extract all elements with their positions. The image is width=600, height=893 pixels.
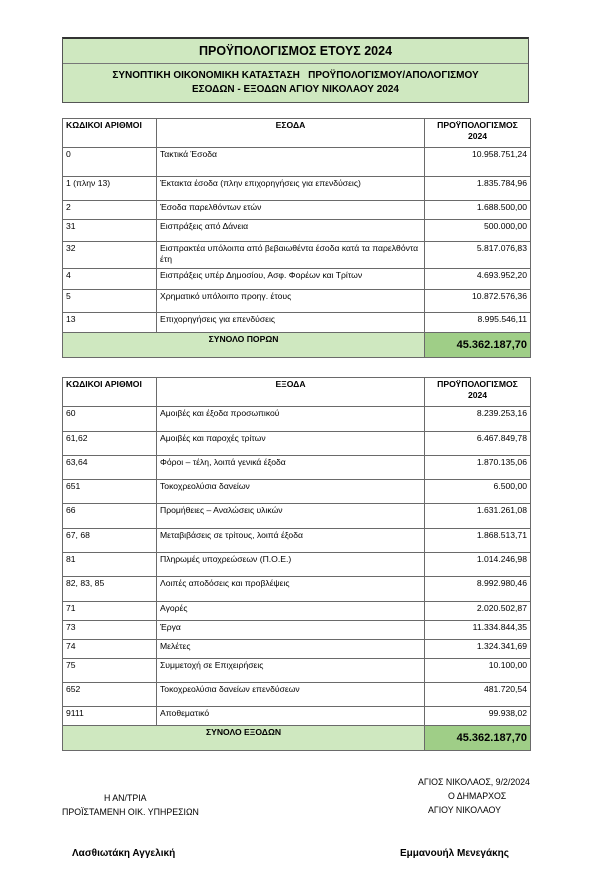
header-code: ΚΩΔΙΚΟΙ ΑΡΙΘΜΟΙ (63, 119, 157, 148)
row-value: 5.817.076,83 (425, 242, 531, 269)
row-description: Συμμετοχή σε Επιχειρήσεις (157, 659, 425, 683)
table-row (63, 504, 531, 529)
row-description: Φόροι – τέλη, λοιπά γενικά έξοδα (157, 456, 425, 480)
row-description: Αμοιβές και έξοδα προσωπικού (157, 407, 425, 432)
row-value: 8.992.980,46 (425, 577, 531, 602)
revenue-table (62, 118, 531, 358)
row-value: 10.872.576,36 (425, 290, 531, 313)
table-row (63, 456, 531, 480)
row-code: 60 (63, 407, 157, 432)
row-description: Λοιπές αποδόσεις και προβλέψεις (157, 577, 425, 602)
row-code: 5 (63, 290, 157, 313)
table-row (63, 707, 531, 726)
table-header-row (63, 378, 531, 407)
row-description: Επιχορηγήσεις για επενδύσεις (157, 313, 425, 333)
row-value: 481.720,54 (425, 683, 531, 707)
table-row (63, 269, 531, 290)
row-code: 67, 68 (63, 529, 157, 553)
row-description: Προμήθειες – Αναλώσεις υλικών (157, 504, 425, 529)
table-row (63, 148, 531, 177)
official-title-2: ΠΡΟΪΣΤΑΜΕΝΗ ΟΙΚ. ΥΠΗΡΕΣΙΩΝ (62, 807, 199, 817)
place-date: ΑΓΙΟΣ ΝΙΚΟΛΑΟΣ, 9/2/2024 (418, 777, 530, 787)
row-value: 11.334.844,35 (425, 621, 531, 640)
row-code: 4 (63, 269, 157, 290)
row-description: Έκτακτα έσοδα (πλην επιχορηγήσεις για επενδύσεις) (157, 177, 425, 201)
row-value: 99.938,02 (425, 707, 531, 726)
table-row (63, 577, 531, 602)
table-row (63, 177, 531, 201)
row-code: 651 (63, 480, 157, 504)
row-code: 82, 83, 85 (63, 577, 157, 602)
table-row (63, 242, 531, 269)
row-description: Πληρωμές υποχρεώσεων (Π.Ο.Ε.) (157, 553, 425, 577)
row-code: 66 (63, 504, 157, 529)
row-code: 652 (63, 683, 157, 707)
row-value: 1.688.500,00 (425, 201, 531, 220)
row-value: 500.000,00 (425, 220, 531, 242)
mayor-title: Ο ΔΗΜΑΡΧΟΣ (448, 791, 507, 801)
row-value: 1.835.784,96 (425, 177, 531, 201)
row-value: 1.324.341,69 (425, 640, 531, 659)
table-row (63, 529, 531, 553)
subtitle-line-2: ΕΣΟΔΩΝ - ΕΞΟΔΩΝ ΑΓΙΟΥ ΝΙΚΟΛΑΟΥ 2024 (192, 84, 399, 95)
table-row (63, 683, 531, 707)
table-row (63, 407, 531, 432)
document-subtitle (63, 64, 528, 97)
table-row (63, 313, 531, 333)
row-value: 6.467.849,78 (425, 432, 531, 456)
row-value: 1.014.246,98 (425, 553, 531, 577)
total-value: 45.362.187,70 (425, 726, 531, 751)
header-description: ΕΣΟΔΑ (157, 119, 425, 148)
table-header-row (63, 119, 531, 148)
header-code: ΚΩΔΙΚΟΙ ΑΡΙΘΜΟΙ (63, 378, 157, 407)
row-value: 8.995.546,11 (425, 313, 531, 333)
table-row (63, 602, 531, 621)
official-name: Λασθιωτάκη Αγγελική (72, 848, 176, 859)
row-code: 1 (πλην 13) (63, 177, 157, 201)
header-budget-line-1: ΠΡΟΫΠΟΛΟΓΙΣΜΟΣ (437, 379, 518, 389)
table-row (63, 220, 531, 242)
row-code: 61,62 (63, 432, 157, 456)
document-title-box (62, 37, 529, 103)
table-row (63, 480, 531, 504)
header-budget (425, 119, 531, 148)
row-description: Αμοιβές και παροχές τρίτων (157, 432, 425, 456)
total-row (63, 333, 531, 358)
row-code: 74 (63, 640, 157, 659)
header-budget (425, 378, 531, 407)
header-budget-line-2: 2024 (467, 390, 488, 400)
row-description: Έσοδα παρελθόντων ετών (157, 201, 425, 220)
row-value: 10.100,00 (425, 659, 531, 683)
header-budget-line-1: ΠΡΟΫΠΟΛΟΓΙΣΜΟΣ (437, 120, 518, 130)
total-label: ΣΥΝΟΛΟ ΠΟΡΩΝ (63, 333, 425, 358)
row-code: 13 (63, 313, 157, 333)
header-description: ΕΞΟΔΑ (157, 378, 425, 407)
row-value: 4.693.952,20 (425, 269, 531, 290)
row-description: Εισπρακτέα υπόλοιπα από βεβαιωθέντα έσοδα κατά τα παρελθόντα έτη (157, 242, 425, 269)
mayor-name: Εμμανουήλ Μενεγάκης (400, 848, 509, 859)
row-description: Μελέτες (157, 640, 425, 659)
row-description: Αγορές (157, 602, 425, 621)
row-code: 81 (63, 553, 157, 577)
table-row (63, 640, 531, 659)
row-description: Χρηματικό υπόλοιπο προηγ. έτους (157, 290, 425, 313)
subtitle-line-1: ΣΥΝΟΠΤΙΚΗ ΟΙΚΟΝΟΜΙΚΗ ΚΑΤΑΣΤΑΣΗ ΠΡΟΫΠΟΛΟΓΙΣΜΟΥ/ΑΠΟΛΟΓΙΣΜΟΥ (112, 70, 479, 81)
table-row (63, 621, 531, 640)
table-row (63, 290, 531, 313)
table-row (63, 201, 531, 220)
row-code: 71 (63, 602, 157, 621)
row-value: 1.631.261,08 (425, 504, 531, 529)
header-budget-line-2: 2024 (467, 131, 488, 141)
total-label: ΣΥΝΟΛΟ ΕΞΟΔΩΝ (63, 726, 425, 751)
row-value: 6.500,00 (425, 480, 531, 504)
table-row (63, 432, 531, 456)
row-description: Εισπράξεις από Δάνεια (157, 220, 425, 242)
official-title-1: Η ΑΝ/ΤΡΙΑ (104, 793, 147, 803)
table-row (63, 659, 531, 683)
row-description: Μεταβιβάσεις σε τρίτους, λοιπά έξοδα (157, 529, 425, 553)
row-code: 9111 (63, 707, 157, 726)
row-code: 63,64 (63, 456, 157, 480)
row-code: 0 (63, 148, 157, 177)
row-code: 2 (63, 201, 157, 220)
row-description: Έργα (157, 621, 425, 640)
row-description: Τοκοχρεολύσια δανείων (157, 480, 425, 504)
total-value: 45.362.187,70 (425, 333, 531, 358)
row-value: 8.239.253,16 (425, 407, 531, 432)
total-row (63, 726, 531, 751)
document-title: ΠΡΟΫΠΟΛΟΓΙΣΜΟΣ ΕΤΟΥΣ 2024 (63, 39, 528, 64)
mayor-city: ΑΓΙΟΥ ΝΙΚΟΛΑΟΥ (428, 805, 501, 815)
row-value: 10.958.751,24 (425, 148, 531, 177)
row-description: Τοκοχρεολύσια δανείων επενδύσεων (157, 683, 425, 707)
row-value: 1.868.513,71 (425, 529, 531, 553)
row-code: 75 (63, 659, 157, 683)
row-code: 73 (63, 621, 157, 640)
row-code: 31 (63, 220, 157, 242)
row-description: Εισπράξεις υπέρ Δημοσίου, Ασφ. Φορέων και Τρίτων (157, 269, 425, 290)
row-description: Τακτικά Έσοδα (157, 148, 425, 177)
row-description: Αποθεματικό (157, 707, 425, 726)
row-value: 1.870.135,06 (425, 456, 531, 480)
row-code: 32 (63, 242, 157, 269)
row-value: 2.020.502,87 (425, 602, 531, 621)
table-row (63, 553, 531, 577)
expenses-table (62, 377, 531, 751)
